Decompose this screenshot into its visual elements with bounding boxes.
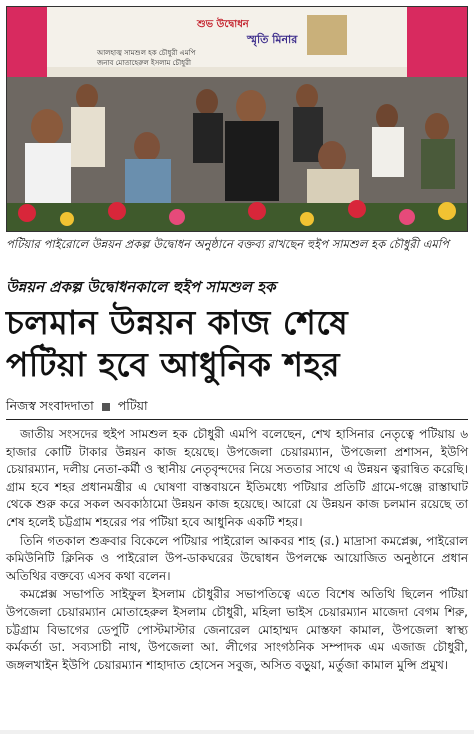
banner-title: শুভ উদ্বোধন xyxy=(197,19,249,30)
article-paragraph: কমপ্লেক্স সভাপতি সাইফুল ইসলাম চৌধুরীর সভাপতিত্বে এতে বিশেষ অতিথি ছিলেন পটিয়া উপজেলা চেয়ারম্যান মোতাহেরুল ইসলাম চৌধুরী, মহিলা ভাইস চেয়ারম্যান মাজেদা বেগম শিরু, চট্টগ্রাম বিভাগের ডেপুটি পোস্টমাস্টার জেনারেল মোহাম্মদ মোস্তফা কামাল, উপজেলা স্বাস্থ্য কর্মকর্তা ডা. সব্যসাচী নাথ, উপজেলা আ. লীগের সাংগঠনিক সম্পাদক এম এজাজ চৌধুরী, জঙ্গলখাইন ইউপি চেয়ারম্যান শাহাদাত হোসেন সবুজ, অসিত বড়ুয়া, মর্তুজা কামাল মুন্সি প্রমুখ। xyxy=(6,587,468,672)
banner-name-2: জনাব মোতাহেরুল ইসলাম চৌধুরী xyxy=(97,59,191,67)
byline xyxy=(6,398,468,418)
page-edge xyxy=(0,730,474,734)
article-paragraph: তিনি গতকাল শুক্রবার বিকেলে পটিয়ার পাইরোল আকবর শাহ (র.) মাদ্রাসা কমপ্লেক্স, পাইরোল কমিউনিটি ক্লিনিক ও পাইরোল উপ-ডাকঘরের উদ্বোধন উপলক্ষে আয়োজিত অনুষ্ঠানে প্রধান অতিথির বক্তব্যে এসব কথা বলেন। xyxy=(6,533,468,583)
news-photo-art xyxy=(7,7,467,231)
kicker-headline: উন্নয়ন প্রকল্প উদ্বোধনকালে হুইপ সামশুল হক xyxy=(6,278,276,296)
banner-subtitle: স্মৃতি মিনার xyxy=(247,33,298,46)
main-headline xyxy=(6,302,468,386)
article-paragraph: জাতীয় সংসদের হুইপ সামশুল হক চৌধুরী এমপি বলেছেন, শেখ হাসিনার নেতৃত্বে পটিয়ায় ৬ হাজার কোটি টাকার উন্নয়ন কাজ হয়েছে। উপজেলা চেয়ারম্যান, উপজেলা প্রশাসন, ইউপি চেয়ারম্যান, দলীয় নেতা-কর্মী ও স্থানীয় নেতৃবৃন্দদের নিয়ে সততার সাথে এ উন্নয়ন ত্বরান্বিত করেছি। গ্রাম হবে শহর প্রধানমন্ত্রীর এ ঘোষণা বাস্তবায়নে ইতিমধ্যে পটিয়ার প্রতিটি গ্রামে-গঞ্জে রাস্তাঘাট থেকে শুরু করে সকল অবকাঠামো উন্নয়ন কাজ হয়েছে। আরো যে উন্নয়ন কাজ চলমান রয়েছে তা শেষ হলেই চট্টগ্রাম শহরের পর পটিয়া হবে আধুনিক একটি শহর। xyxy=(6,427,468,529)
banner-name-1: আলহাজ্ব সামশুল হক চৌধুরী এমপি xyxy=(97,49,196,57)
article-body xyxy=(6,426,468,674)
headline-line-1: চলমান উন্নয়ন কাজ শেষে xyxy=(6,303,349,342)
news-photo xyxy=(6,6,468,232)
divider xyxy=(6,419,468,420)
headline-line-2: পটিয়া হবে আধুনিক শহর xyxy=(6,345,340,384)
photo-caption: পটিয়ার পাইরোলে উন্নয়ন প্রকল্প উদ্বোধন অনুষ্ঠানে বক্তব্য রাখছেন হুইপ সামশুল হক চৌধুরী এমপি xyxy=(6,237,449,251)
flower-arrangement xyxy=(7,200,467,231)
square-bullet-icon xyxy=(102,403,110,411)
byline-location: পটিয়া xyxy=(117,398,148,413)
byline-reporter: নিজস্ব সংবাদদাতা xyxy=(6,398,94,413)
